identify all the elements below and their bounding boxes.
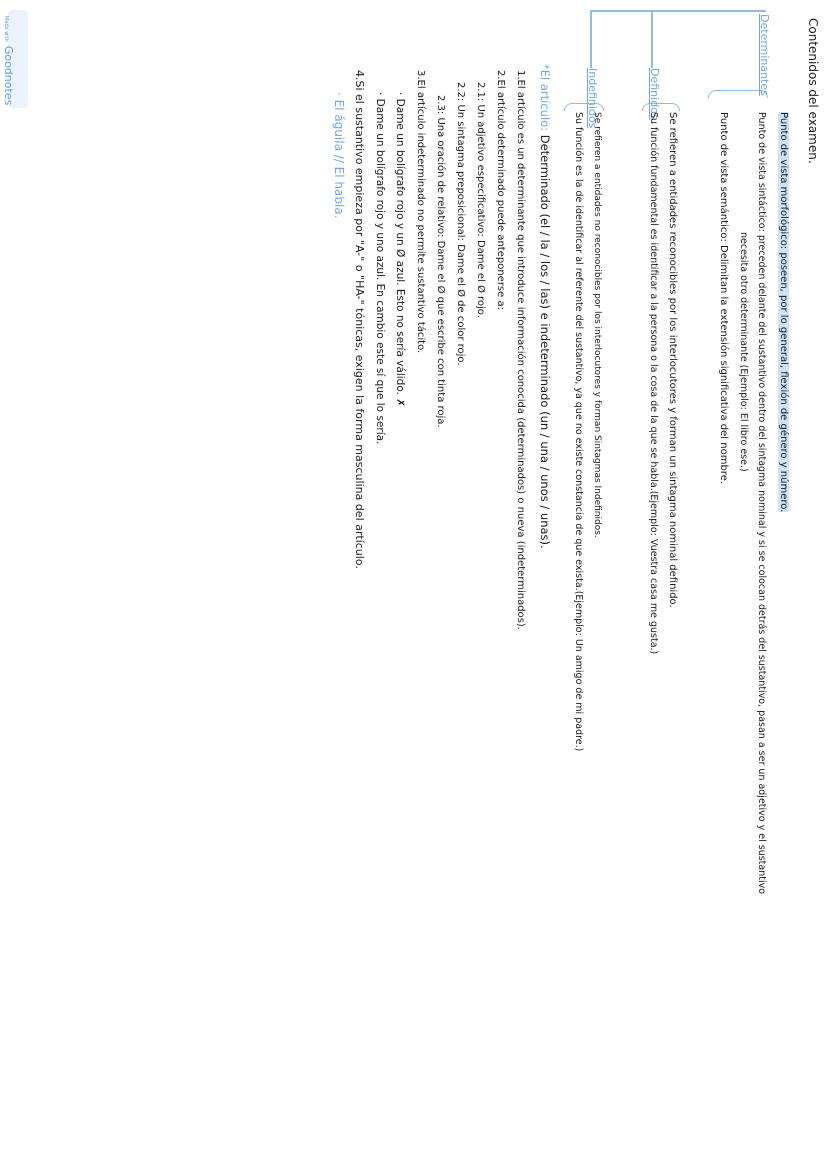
line-definidos-1: Se refieren a entidades reconocibles por los interlocutores y forman un sintagma nominal definido. [667, 112, 678, 608]
example-3b: · Dame un bolígrafo rojo y uno azul. En cambio este sí que lo sería. [374, 92, 386, 445]
line-indefinidos-1: Se refieren a entidades no reconocibles por los interlocutores y forman Sintagmas Indefinidos. [592, 112, 602, 538]
label-determinantes: Determinantes [758, 14, 771, 96]
articulo-rest: Determinado (el / la / los / las) e indeterminado (un / una / unos / unas). [538, 134, 552, 549]
example-3a: · Dame un bolígrafo rojo y un Ø azul. Esto no sería válido. ✗ [394, 92, 406, 408]
articulo-label: *El artículo: [538, 64, 552, 132]
point-2-3: 2.3: Una oración de relativo: Dame el Ø que escribe con tinta roja. [435, 95, 446, 428]
label-indefinidos: Indefinidos [586, 68, 599, 129]
page-title: Contenidos del examen. [806, 18, 820, 164]
tree-trunk-line [591, 10, 766, 12]
example-4: · El águila // El habla. [332, 92, 346, 219]
line-semantico: Punto de vista semántico: Delimitan la extensión significativa del nombre. [718, 112, 729, 485]
articulo-heading [539, 64, 551, 549]
line-indefinidos-2: Su función es la de identificar al referente del sustantivo, ya que no existe constancia de que exista.(Ejemplo: Un amigo de mi padre.) [573, 112, 584, 752]
point-4: 4.Si el sustantivo empieza por "A-" o "HA-" tónicas, exigen la forma masculina del artículo. [353, 70, 366, 569]
tree-defined-branch [652, 10, 654, 68]
line-sintactico-a: Punto de vista sintáctico: preceden delante del sustantivo dentro del sintagma nominal y si se colocan detrás del sustantivo, pasan a ser un adjetivo y el sustantivo [756, 112, 767, 895]
line-morfologico [778, 112, 788, 512]
point-1: 1.El artículo es un determinante que introduce información conocida (determinados) o nueva (indeterminados). [515, 70, 526, 630]
label-definidos: Definidos [648, 68, 661, 120]
goodnotes-brand: Goodnotes [2, 45, 15, 106]
point-2: 2.El artículo determinado puede anteponerse a: [495, 70, 506, 310]
made-with-label: Made with [3, 16, 9, 42]
point-2-2: 2.2: Un sintagma preposicional: Dame el Ø de color rojo. [455, 82, 466, 366]
point-2-1: 2.1: Un adjetivo especificativo: Dame el Ø rojo. [475, 82, 486, 318]
tree-indefinite-branch [591, 10, 593, 68]
point-3: 3.El artículo indeterminado no permite sustantivo tácito. [415, 70, 426, 354]
line-morfologico-text: Punto de vista morfológico: poseen, por lo general, flexión de género y número. [778, 112, 789, 513]
line-sintactico-b: necesita otro determinante (Ejemplo: El libro ese.) [738, 232, 749, 472]
line-definidos-2: Su función fundamental es identificar a la persona o la cosa de la que se habla.(Ejemplo: Vuestra casa me gusta.) [648, 112, 659, 655]
